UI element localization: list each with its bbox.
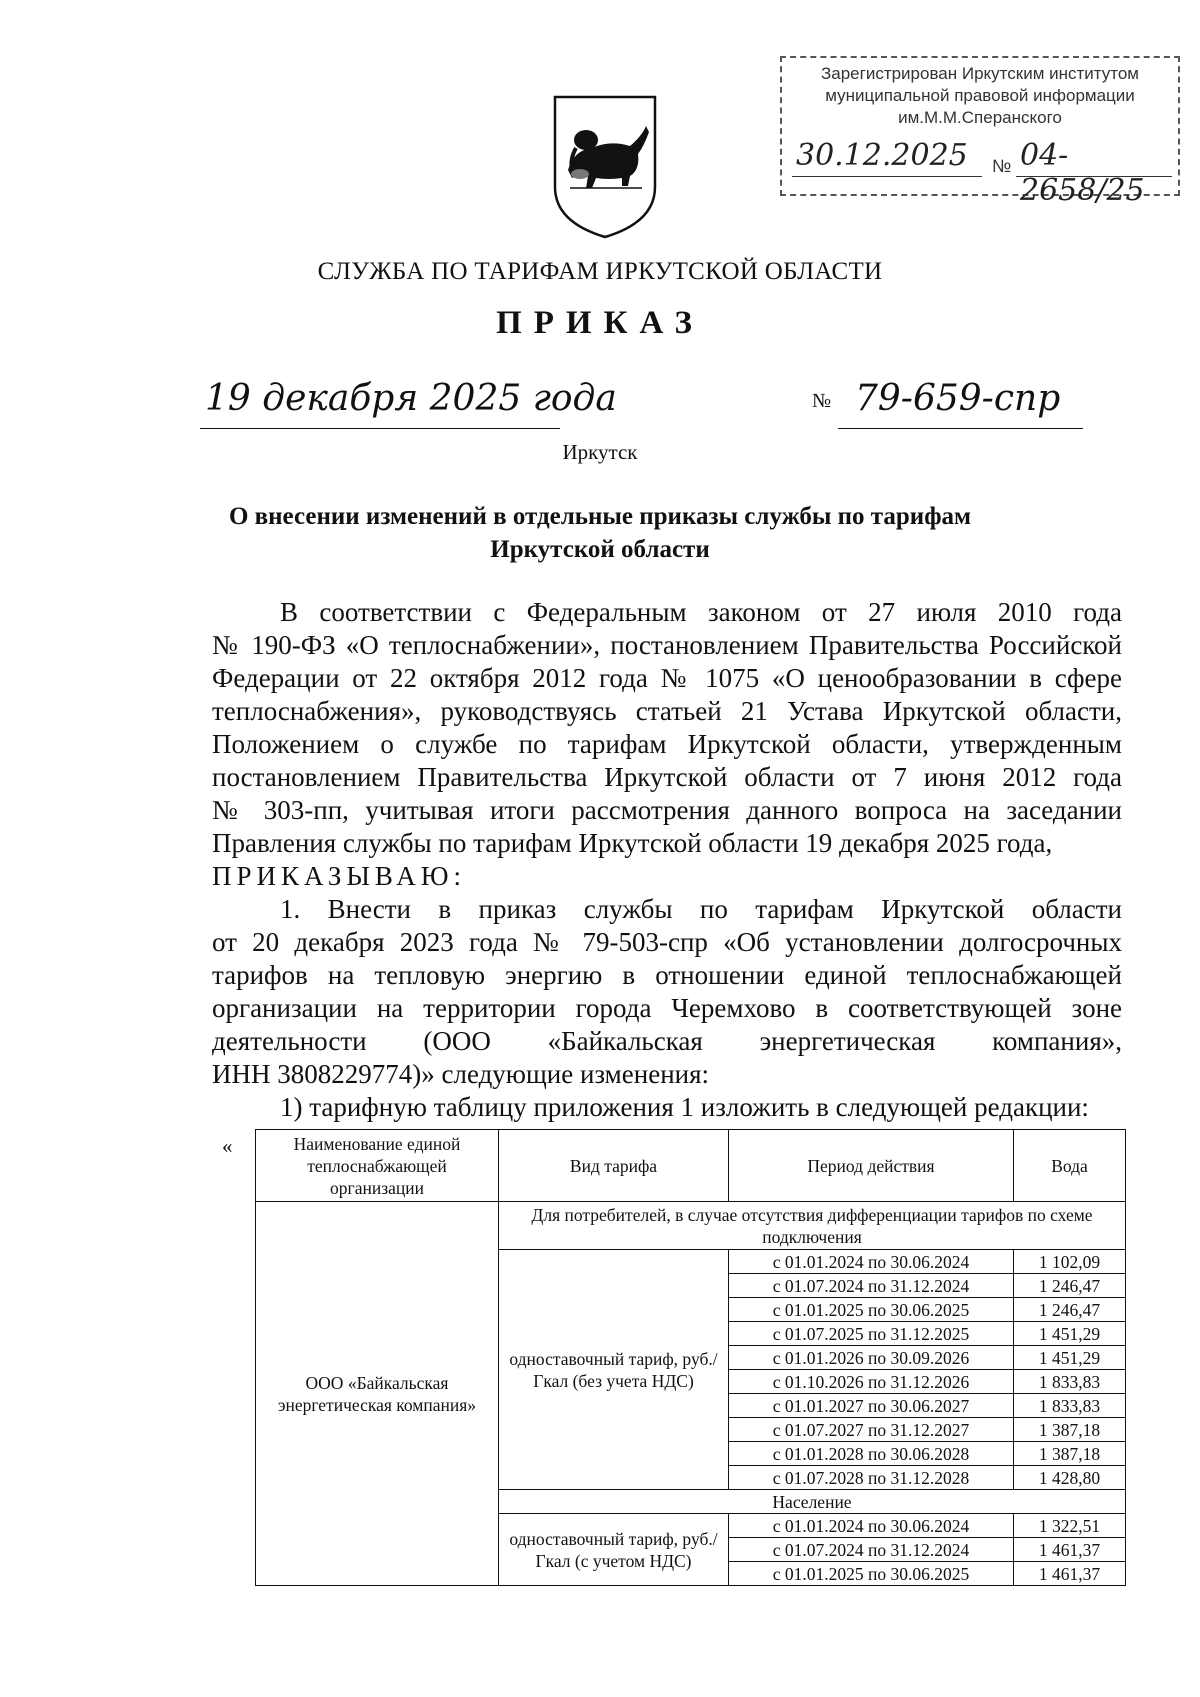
period-cell: с 01.07.2027 по 31.12.2027 — [729, 1418, 1014, 1442]
stamp-number: 04-2658/25 — [1020, 138, 1145, 208]
value-cell: 1 451,29 — [1014, 1322, 1126, 1346]
para1-line-7: № 303-пп, учитывая итоги рассмотрения данного вопроса на заседании — [212, 795, 1122, 825]
item1-line-1: 1. Внести в приказ службы по тарифам Иркутской области — [280, 894, 1122, 924]
header-period: Период действия — [729, 1130, 1014, 1202]
header-tariff-type: Вид тарифа — [499, 1130, 729, 1202]
table-row — [256, 1202, 1126, 1250]
table-open-quote: « — [222, 1134, 233, 1158]
document-title-line-2: Иркутской области — [490, 536, 710, 563]
item1-line-6: ИНН 3808229774)» следующие изменения: — [212, 1059, 710, 1089]
table-header-row — [256, 1130, 1126, 1202]
document-title — [0, 500, 1200, 566]
stamp-line-3: им.М.М.Сперанского — [898, 108, 1062, 127]
stamp-line-1: Зарегистрирован Иркутским институтом — [820, 64, 1139, 83]
para1-line-4: теплоснабжения», руководствуясь статьей 21 Устава Иркутской области, — [212, 696, 1122, 726]
para1-line-8: Правления службы по тарифам Иркутской области 19 декабря 2025 года, — [212, 828, 1053, 858]
subitem1-line: 1) тарифную таблицу приложения 1 изложить в следующей редакции: — [280, 1092, 1089, 1122]
para1-line-3: Федерации от 22 октября 2012 года № 1075 «О ценообразовании в сфере — [212, 663, 1122, 693]
stamp-number-label: № — [992, 156, 1012, 176]
coat-of-arms-icon — [550, 92, 660, 242]
para1-line-2: № 190-ФЗ «О теплоснабжении», постановлением Правительства Российской — [212, 630, 1122, 660]
para1-line-6: постановлением Правительства Иркутской области от 7 июня 2012 года — [212, 762, 1122, 792]
value-cell: 1 461,37 — [1014, 1562, 1126, 1586]
value-cell: 1 322,51 — [1014, 1514, 1126, 1538]
period-cell: с 01.07.2028 по 31.12.2028 — [729, 1466, 1014, 1490]
period-cell: с 01.01.2025 по 30.06.2025 — [729, 1298, 1014, 1322]
section1-title: Для потребителей, в случае отсутствия дифференциации тарифов по схеме подключения — [499, 1202, 1126, 1250]
value-cell: 1 387,18 — [1014, 1442, 1126, 1466]
period-cell: с 01.01.2024 по 30.06.2024 — [729, 1514, 1014, 1538]
para1-line-1: В соответствии с Федеральным законом от 27 июля 2010 года — [280, 597, 1122, 627]
para1-line-5: Положением о службе по тарифам Иркутской области, утвержденным — [212, 729, 1122, 759]
period-cell: с 01.01.2028 по 30.06.2028 — [729, 1442, 1014, 1466]
value-cell: 1 246,47 — [1014, 1298, 1126, 1322]
period-cell: с 01.01.2025 по 30.06.2025 — [729, 1562, 1014, 1586]
item1-line-4: организации на территории города Черемхово в соответствующей зоне — [212, 993, 1122, 1023]
item1-line-5: деятельности (ООО «Байкальская энергетическая компания», — [212, 1026, 1122, 1056]
registration-stamp — [780, 56, 1180, 208]
section1-tariff-type: одноставочный тариф, руб./Гкал (без учета НДС) — [499, 1250, 729, 1490]
period-cell: с 01.01.2024 по 30.06.2024 — [729, 1250, 1014, 1274]
period-cell: с 01.07.2024 по 31.12.2024 — [729, 1274, 1014, 1298]
order-number: 79-659-спр — [855, 378, 1061, 419]
period-cell: с 01.01.2026 по 30.09.2026 — [729, 1346, 1014, 1370]
value-cell: 1 387,18 — [1014, 1418, 1126, 1442]
order-number-rule — [838, 428, 1083, 429]
value-cell: 1 102,09 — [1014, 1250, 1126, 1274]
section2-tariff-type: одноставочный тариф, руб./Гкал (с учетом НДС) — [499, 1514, 729, 1586]
value-cell: 1 461,37 — [1014, 1538, 1126, 1562]
value-cell: 1 451,29 — [1014, 1346, 1126, 1370]
value-cell: 1 428,80 — [1014, 1466, 1126, 1490]
value-cell: 1 833,83 — [1014, 1394, 1126, 1418]
header-org: Наименование единой теплоснабжающей организации — [256, 1130, 499, 1202]
organization-name: СЛУЖБА ПО ТАРИФАМ ИРКУТСКОЙ ОБЛАСТИ — [317, 258, 883, 285]
header-water: Вода — [1014, 1130, 1126, 1202]
section2-title: Население — [499, 1490, 1126, 1514]
order-word: ПРИКАЗЫВАЮ: — [212, 861, 466, 891]
tariff-table — [255, 1129, 1126, 1586]
period-cell: с 01.10.2026 по 31.12.2026 — [729, 1370, 1014, 1394]
period-cell: с 01.07.2024 по 31.12.2024 — [729, 1538, 1014, 1562]
org-name-cell: ООО «Байкальская энергетическая компания» — [256, 1202, 499, 1586]
city: Иркутск — [562, 440, 638, 464]
stamp-date-rule — [792, 176, 982, 177]
value-cell: 1 246,47 — [1014, 1274, 1126, 1298]
period-cell: с 01.07.2025 по 31.12.2025 — [729, 1322, 1014, 1346]
stamp-number-rule — [1016, 176, 1172, 177]
item1-line-3: тарифов на тепловую энергию в отношении единой теплоснабжающей — [212, 960, 1122, 990]
order-date-rule — [200, 428, 560, 429]
order-date: 19 декабря 2025 года — [205, 378, 617, 419]
document-type: ПРИКАЗ — [496, 305, 704, 341]
item1-line-2: от 20 декабря 2023 года № 79-503-спр «Об установлении долгосрочных — [212, 927, 1122, 957]
order-number-label: № — [812, 390, 832, 412]
stamp-date: 30.12.2025 — [796, 138, 968, 173]
value-cell: 1 833,83 — [1014, 1370, 1126, 1394]
period-cell: с 01.01.2027 по 30.06.2027 — [729, 1394, 1014, 1418]
stamp-line-2: муниципальной правовой информации — [825, 86, 1135, 105]
document-title-line-1: О внесении изменений в отдельные приказы службы по тарифам — [228, 503, 972, 530]
